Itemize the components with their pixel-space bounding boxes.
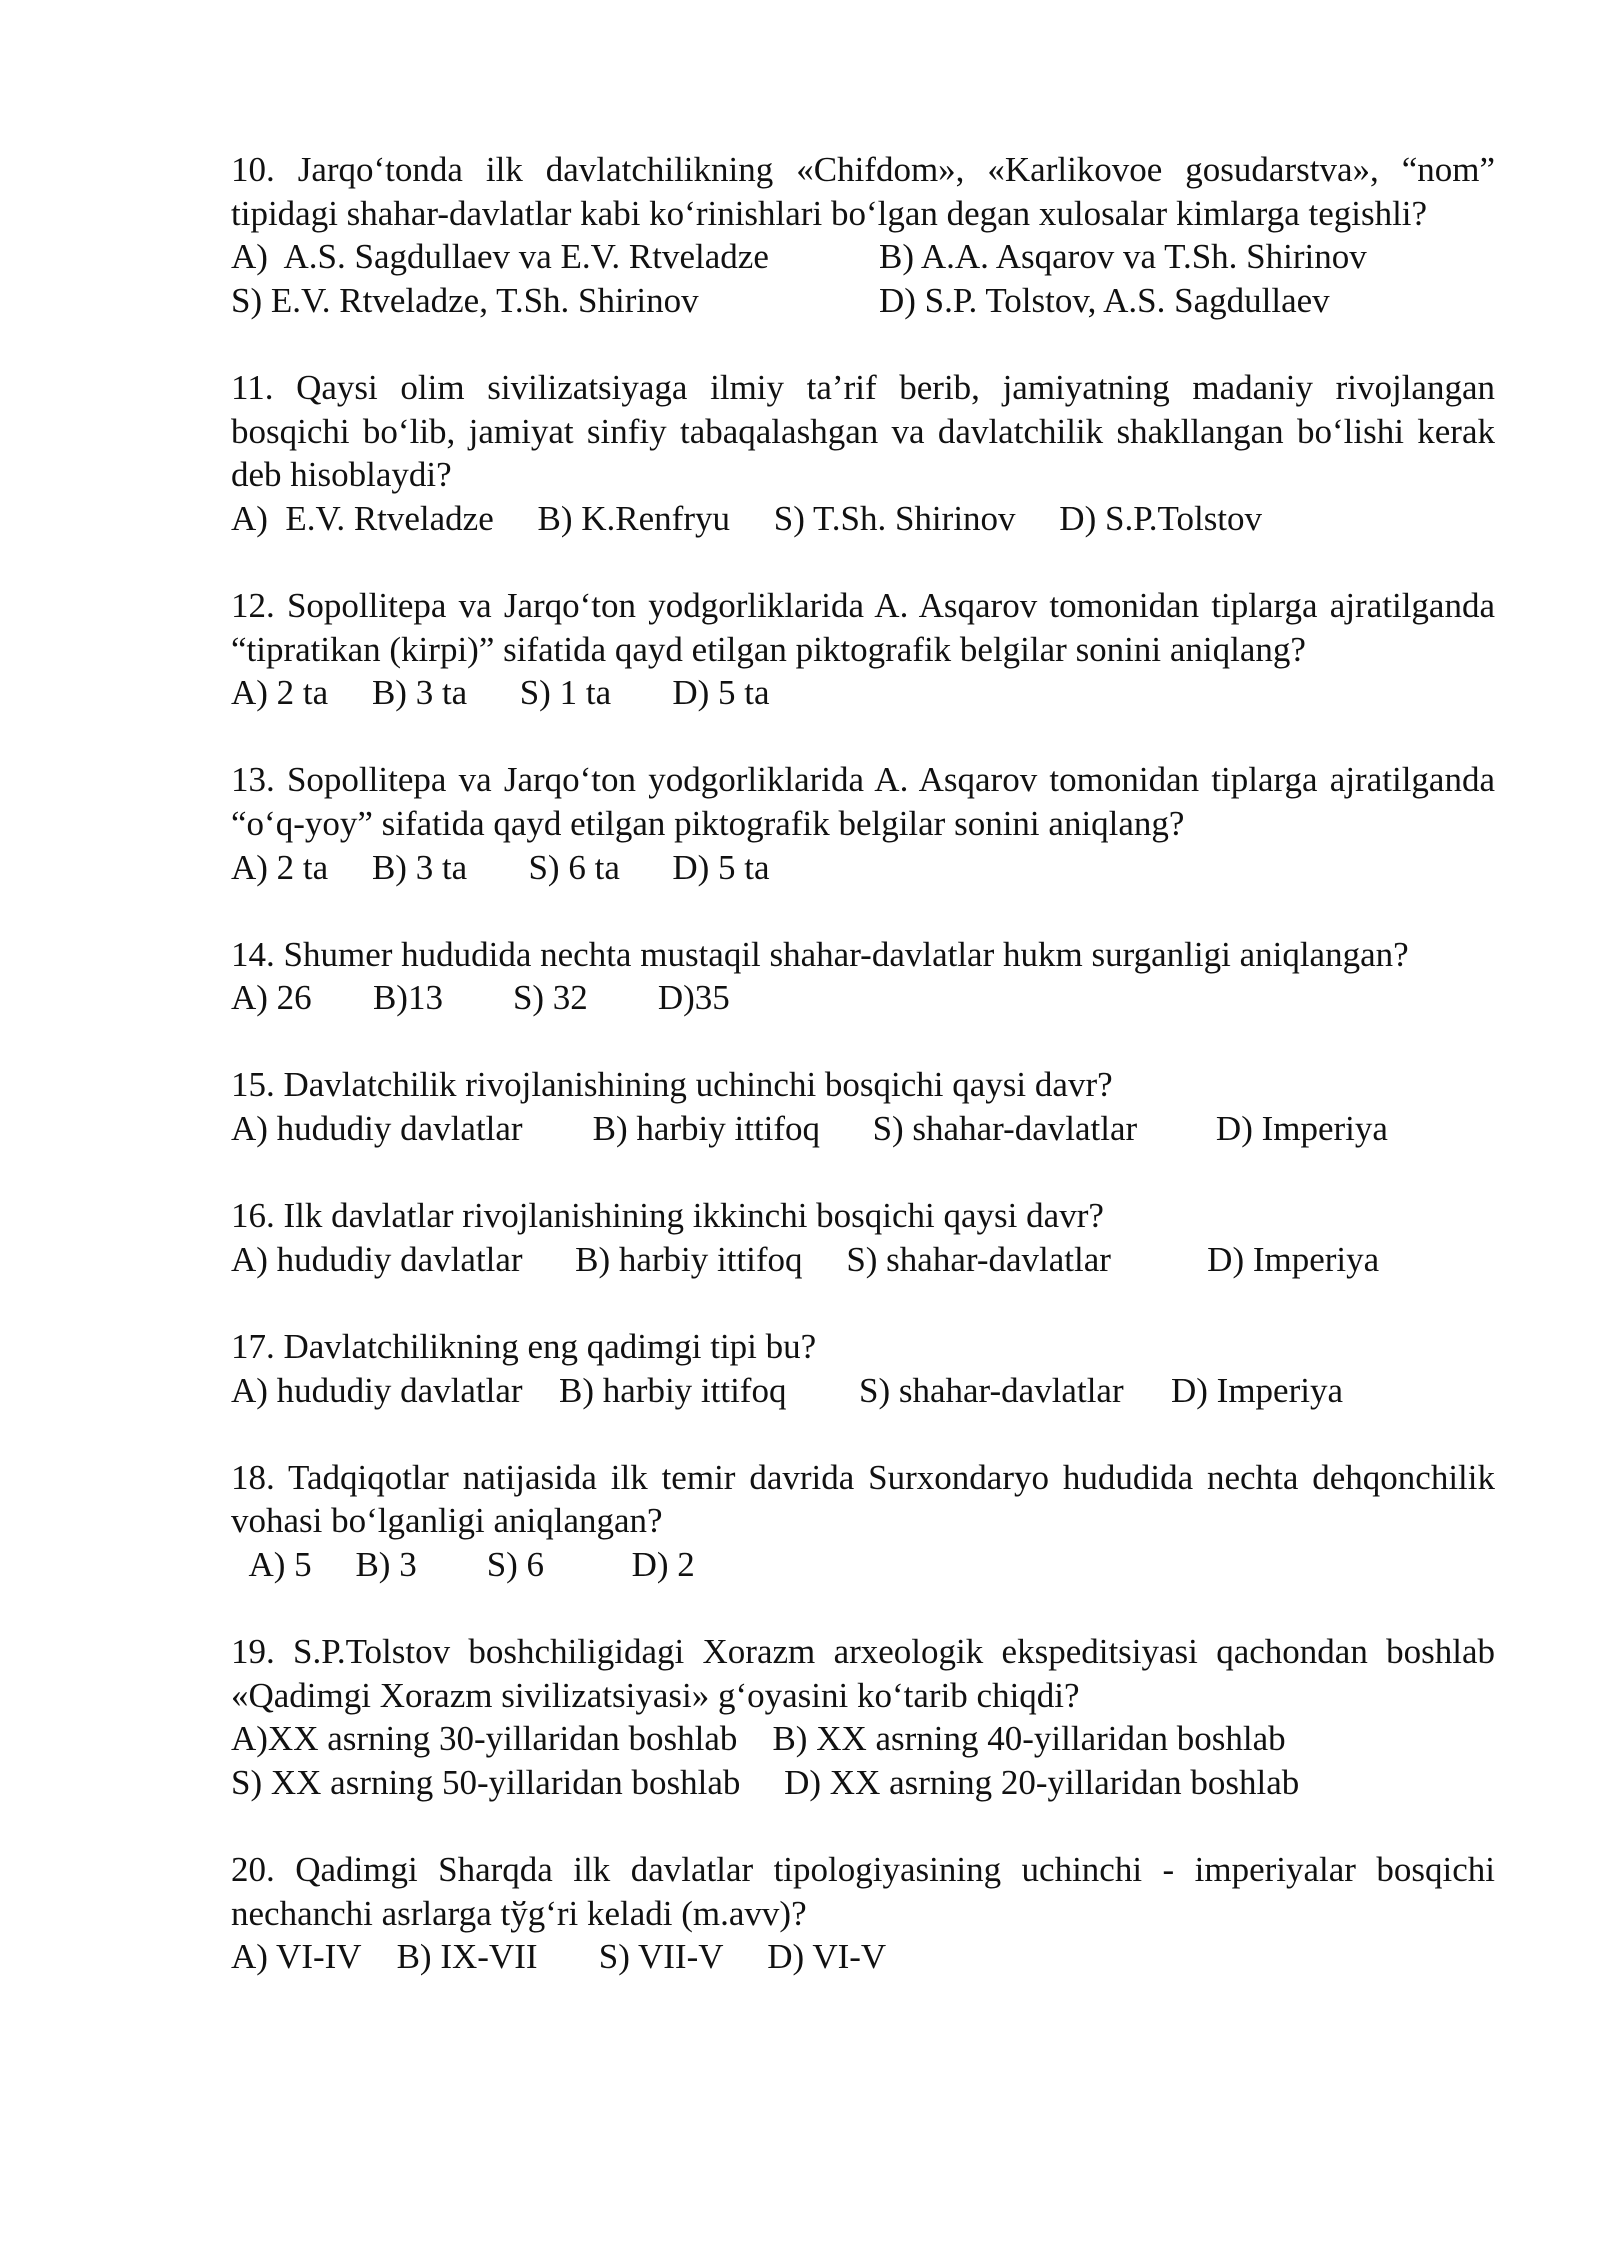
question-text: 12. Sopollitepa va Jarqo‘ton yodgorliklarida A. Asqarov tomonidan tiplarga ajratilganda “tipratikan (kirpi)” sifatida qayd etilgan piktografik belgilar sonini aniqlang? — [231, 585, 1495, 669]
option-d: D) Imperiya — [1171, 1370, 1344, 1410]
question-15 — [231, 1063, 1495, 1150]
option-d: D) Imperiya — [1215, 1109, 1388, 1149]
option-b: B) harbiy ittifoq — [575, 1239, 803, 1279]
option-b: B) XX asrning 40-yillaridan boshlab — [772, 1719, 1286, 1759]
option-b: B) A.A. Asqarov va T.Sh. Shirinov — [879, 237, 1367, 277]
question-text: 16. Ilk davlatlar rivojlanishining ikkinchi bosqichi qaysi davr? — [231, 1196, 1104, 1236]
answer-options-row — [231, 1543, 1495, 1587]
question-20 — [231, 1848, 1495, 1979]
answer-options-row — [231, 1717, 1495, 1761]
option-d: D) S.P.Tolstov — [1059, 498, 1263, 538]
option-s: S) XX asrning 50-yillaridan boshlab — [231, 1762, 741, 1802]
answer-options-row — [231, 1935, 1495, 1979]
answer-options-row — [231, 671, 1495, 715]
question-14 — [231, 933, 1495, 1020]
option-s: S) T.Sh. Shirinov — [773, 498, 1016, 538]
question-text: 18. Tadqiqotlar natijasida ilk temir davrida Surxondaryo hududida nechta dehqonchilik vohasi bo‘lganligi aniqlangan? — [231, 1457, 1495, 1541]
option-d: D) 5 ta — [672, 847, 770, 887]
answer-options-row — [231, 846, 1495, 890]
option-a: A) hududiy davlatlar — [231, 1370, 523, 1410]
question-17 — [231, 1325, 1495, 1412]
document-page — [231, 148, 1495, 2023]
option-a: A)XX asrning 30-yillaridan boshlab — [231, 1719, 738, 1759]
option-b: B) 3 ta — [371, 847, 468, 887]
answer-options-row — [231, 1369, 1495, 1413]
option-b: B) harbiy ittifoq — [559, 1370, 787, 1410]
answer-options-row — [231, 976, 1495, 1020]
option-a: A) VI-IV — [231, 1937, 362, 1977]
option-d: D) VI-V — [767, 1937, 887, 1977]
question-text: 19. S.P.Tolstov boshchiligidagi Xorazm arxeologik ekspeditsiyasi qachondan boshlab «Qadimgi Xorazm sivilizatsiyasi» g‘oyasini ko‘tarib chiqdi? — [231, 1632, 1495, 1715]
option-s: S) 32 — [512, 978, 588, 1018]
option-d: D) XX asrning 20-yillaridan boshlab — [784, 1762, 1300, 1802]
option-a: A) 2 ta — [231, 673, 329, 713]
option-b: B) IX-VII — [396, 1937, 538, 1977]
option-a: A) 5 — [248, 1545, 312, 1584]
question-12 — [231, 584, 1495, 715]
option-s: S) shahar-davlatlar — [846, 1239, 1111, 1279]
question-text: 11. Qaysi olim sivilizatsiyaga ilmiy ta’rif berib, jamiyatning madaniy rivojlangan bosqichi bo‘lib, jamiyat sinfiy tabaqalashgan va davlatchilik shakllangan bo‘lishi kerak deb hisoblaydi? — [231, 367, 1495, 495]
option-d: D) 2 — [631, 1545, 695, 1584]
option-s: S) shahar-davlatlar — [859, 1370, 1124, 1410]
answer-options-row — [231, 279, 1495, 323]
question-16 — [231, 1194, 1495, 1281]
question-10 — [231, 148, 1495, 322]
question-text: 15. Davlatchilik rivojlanishining uchinchi bosqichi qaysi davr? — [231, 1065, 1113, 1105]
option-a: A) hududiy davlatlar — [231, 1109, 523, 1149]
option-s: S) VII-V — [598, 1937, 724, 1977]
option-d: D) S.P. Tolstov, A.S. Sagdullaev — [879, 280, 1330, 320]
answer-options-row — [231, 497, 1495, 541]
question-text: 14. Shumer hududida nechta mustaqil shahar-davlatlar hukm surganligi aniqlangan? — [231, 934, 1409, 974]
option-a: A) A.S. Sagdullaev va E.V. Rtveladze — [231, 237, 769, 277]
option-b: B) harbiy ittifoq — [592, 1109, 821, 1149]
option-d: D) 5 ta — [672, 673, 770, 713]
option-s: S) 6 — [486, 1545, 545, 1584]
option-a: A) E.V. Rtveladze — [231, 498, 494, 538]
option-s: S) E.V. Rtveladze, T.Sh. Shirinov — [231, 280, 699, 320]
answer-options-row — [231, 1238, 1495, 1282]
option-b: B) 3 ta — [371, 673, 468, 713]
question-text: 20. Qadimgi Sharqda ilk davlatlar tipologiyasining uchinchi - imperiyalar bosqichi nechanchi asrlarga tўg‘ri keladi (m.avv)? — [231, 1850, 1495, 1933]
option-b: B)13 — [372, 978, 443, 1018]
question-13 — [231, 758, 1495, 889]
option-b: B) K.Renfryu — [537, 498, 730, 538]
option-a: A) 2 ta — [231, 847, 329, 887]
option-a: A) 26 — [231, 978, 312, 1018]
option-d: D)35 — [657, 978, 730, 1018]
option-s: S) 1 ta — [519, 673, 612, 713]
question-18 — [231, 1456, 1495, 1587]
question-11 — [231, 366, 1495, 540]
option-d: D) Imperiya — [1207, 1239, 1380, 1279]
answer-options-row — [231, 1761, 1495, 1805]
answer-options-row — [231, 235, 1495, 279]
option-s: S) 6 ta — [528, 847, 620, 887]
option-b: B) 3 — [355, 1545, 417, 1584]
question-text: 17. Davlatchilikning eng qadimgi tipi bu? — [231, 1327, 817, 1367]
answer-options-row — [231, 1107, 1495, 1151]
question-text: 10. Jarqo‘tonda ilk davlatchilikning «Chifdom», «Karlikovoe gosudarstva», “nom” tipidagi shahar-davlatlar kabi ko‘rinishlari bo‘lgan degan xulosalar kimlarga tegishli? — [231, 150, 1495, 233]
option-s: S) shahar-davlatlar — [872, 1109, 1138, 1149]
option-a: A) hududiy davlatlar — [231, 1239, 523, 1279]
question-19 — [231, 1630, 1495, 1804]
question-text: 13. Sopollitepa va Jarqo‘ton yodgorliklarida A. Asqarov tomonidan tiplarga ajratilganda “o‘q-yoy” sifatida qayd etilgan piktografik belgilar sonini aniqlang? — [231, 760, 1495, 843]
